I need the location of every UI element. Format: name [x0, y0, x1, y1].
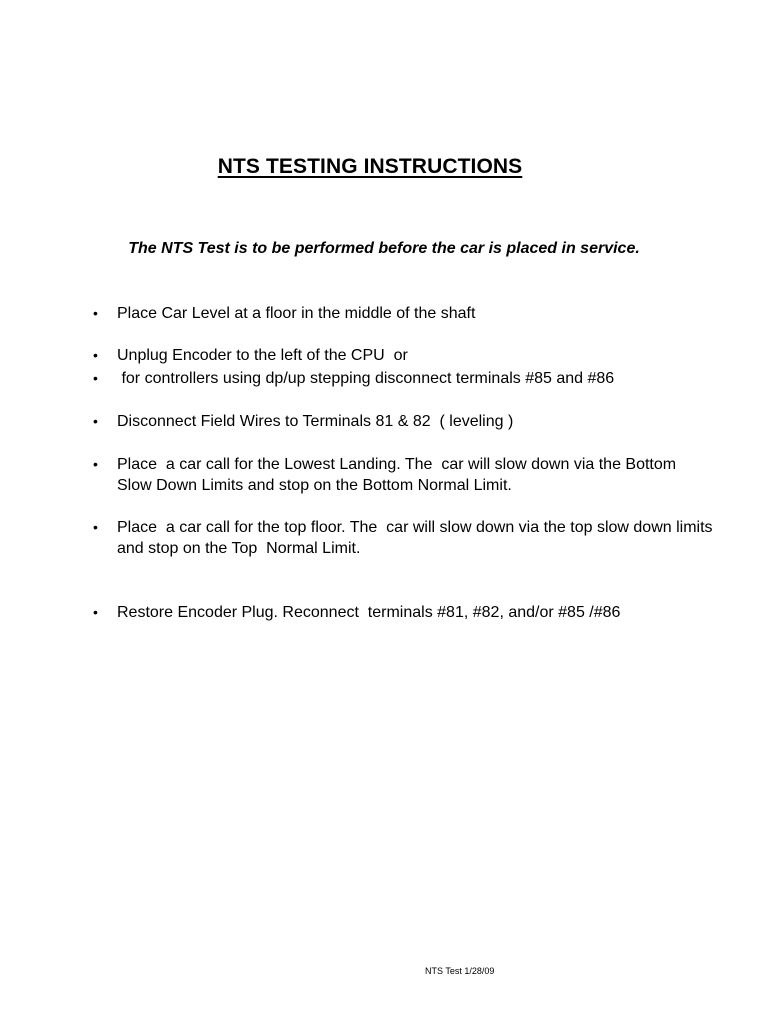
list-item-text: Restore Encoder Plug. Reconnect terminals #81, #82, and/or #85 /#86 — [117, 604, 621, 621]
bullet-icon: • — [93, 519, 98, 535]
bullet-icon: • — [93, 370, 98, 386]
list-item — [93, 602, 713, 623]
list-item — [93, 303, 713, 324]
list-item — [93, 411, 713, 432]
list-item — [93, 454, 713, 496]
list-item-text: Place a car call for the Lowest Landing. The car will slow down via the Bottom Slow Down Limits and stop on the Bottom Normal Limit. — [117, 456, 681, 494]
page-footer: NTS Test 1/28/09 — [425, 966, 495, 976]
bullet-icon: • — [93, 347, 98, 363]
list-item — [93, 345, 713, 366]
list-item — [93, 368, 713, 389]
list-item — [93, 517, 717, 559]
list-item-text: Disconnect Field Wires to Terminals 81 & 82 ( leveling ) — [117, 413, 514, 430]
bullet-icon: • — [93, 305, 98, 321]
list-item-text: Unplug Encoder to the left of the CPU or — [117, 347, 408, 364]
list-item-text: Place Car Level at a floor in the middle of the shaft — [117, 305, 476, 322]
list-item-text: Place a car call for the top floor. The car will slow down via the top slow down limits and stop on the Top Normal Limit. — [117, 519, 717, 557]
document-title: NTS TESTING INSTRUCTIONS — [217, 155, 523, 178]
bullet-icon: • — [93, 604, 98, 620]
list-item-text: for controllers using dp/up stepping disconnect terminals #85 and #86 — [117, 370, 615, 387]
bullet-icon: • — [93, 413, 98, 429]
document-subtitle: The NTS Test is to be performed before the car is placed in service. — [128, 240, 640, 257]
bullet-icon: • — [93, 456, 98, 472]
